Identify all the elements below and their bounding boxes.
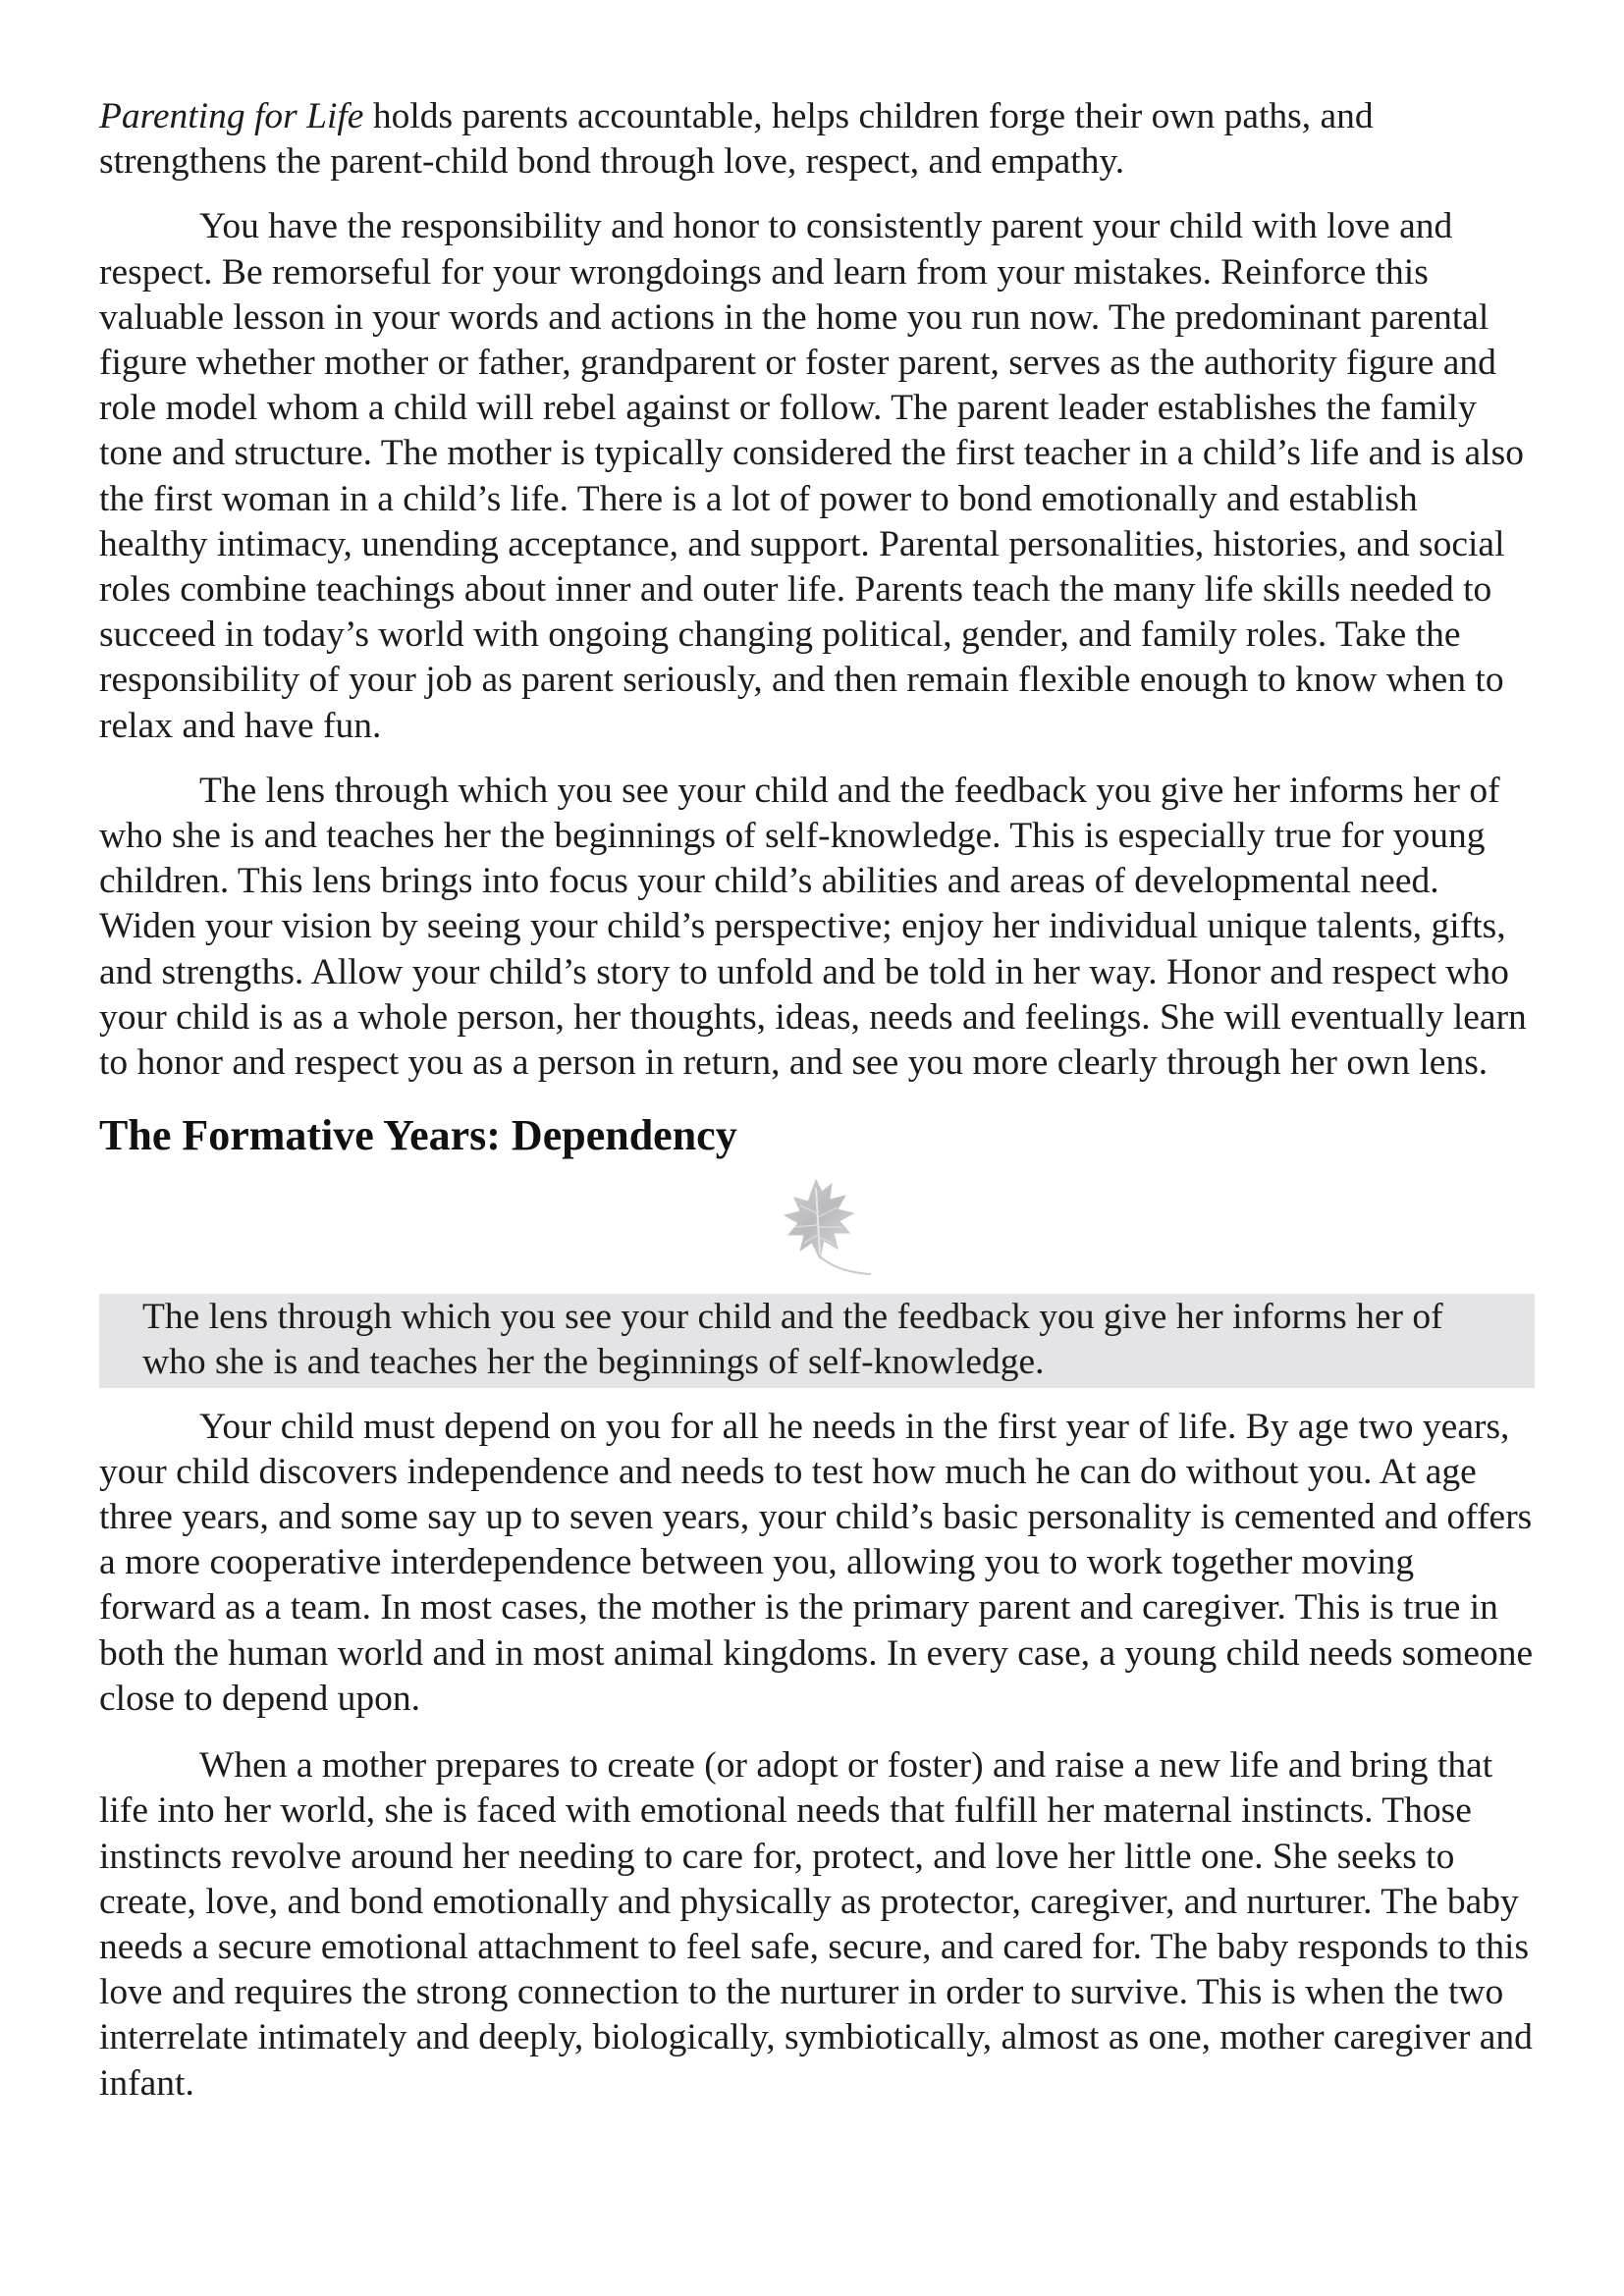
dependency-paragraph: Your child must depend on you for all he needs in the first year of life. By age two years, your child discovers independence and needs to test how much he can do without you. At age three years, and some say up to seven years, your child’s basic personality is cemented and offers a more cooperative interdependence between you, allowing you to work together moving forward as a team. In most cases, the mother is the primary parent and caregiver. This is true in both the human world and in most animal kingdoms. In every case, a young child needs someone close to depend upon. [99,1406,1534,1719]
lens-paragraph: The lens through which you see your child and the feedback you give her informs her of who she is and teaches her the beginnings of self-knowledge. This is especially true for young children. This lens brings into focus your child’s abilities and areas of developmental need. Widen your vision by seeing your child’s perspective; enjoy her individual unique talents, gifts, and strengths. Allow your child’s story to unfold and be told in her way. Honor and respect who your child is as a whole person, her thoughts, ideas, needs and feelings. She will eventually learn to honor and respect you as a person in return, and see you more clearly through her own lens. [99,770,1527,1084]
intro-text: holds parents accountable, helps children forge their own paths, and strengthens the parent-child bond through love, respect, and empathy. [99,96,1374,183]
document-page [99,94,1535,2107]
leaf-icon [759,1178,887,1286]
book-title: Parenting for Life [99,96,364,136]
ornament [99,1162,1535,1294]
pull-quote-text: The lens through which you see your child and the feedback you give her informs her of who she is and teaches her the beginnings of self-knowledge. [142,1297,1443,1383]
intro-paragraph [99,94,1535,185]
section-heading: The Formative Years: Dependency [99,1111,737,1160]
responsibility-paragraph: You have the responsibility and honor to consistently parent your child with love and respect. Be remorseful for your wrongdoings and learn from your mistakes. Reinforce this valuable lesson in your words and actions in the home you run now. The predominant parental figure whether mother or father, grandparent or foster parent, serves as the authority figure and role model whom a child will rebel against or follow. The parent leader establishes the family tone and structure. The mother is typically considered the first teacher in a child’s life and is also the first woman in a child’s life. There is a lot of power to bond emotionally and establish healthy intimacy, unending acceptance, and support. Parental personalities, histories, and social roles combine teachings about inner and outer life. Parents teach the many life skills needed to succeed in today’s world with ongoing changing political, gender, and family roles. Take the responsibility of your job as parent seriously, and then remain flexible enough to know when to relax and have fun. [99,206,1524,746]
pull-quote [99,1294,1535,1387]
mother-paragraph: When a mother prepares to create (or adopt or foster) and raise a new life and bring that life into her world, she is faced with emotional needs that fulfill her maternal instincts. Those instincts revolve around her needing to care for, protect, and love her little one. She seeks to create, love, and bond emotionally and physically as protector, caregiver, and nurturer. The baby needs a secure emotional attachment to feel safe, secure, and cared for. The baby responds to this love and requires the strong connection to the nurturer in order to survive. This is when the two interrelate intimately and deeply, biologically, symbiotically, almost as one, mother caregiver and infant. [99,1745,1533,2104]
